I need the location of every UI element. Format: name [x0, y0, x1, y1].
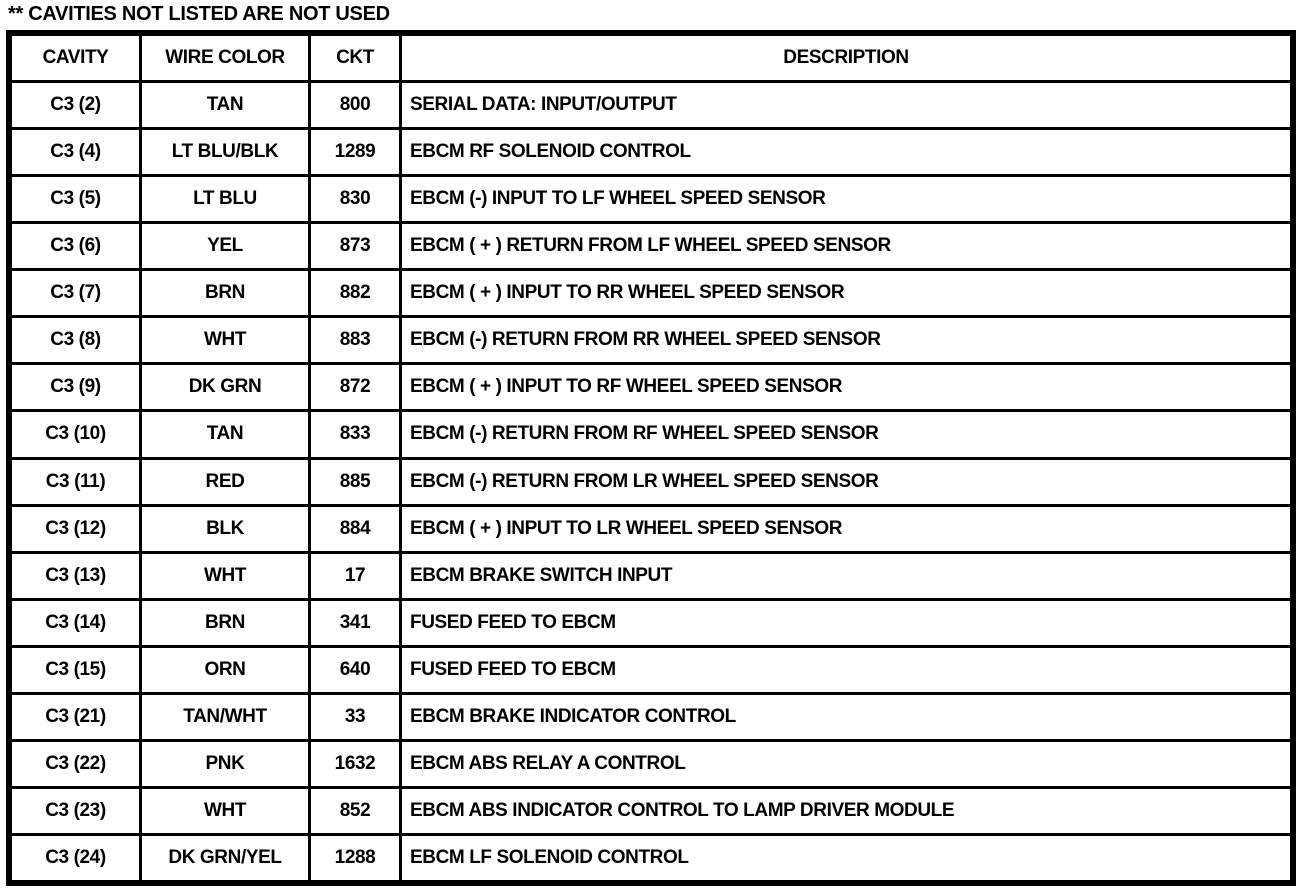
cell-wire-color: PNK: [142, 742, 308, 786]
cell-ckt: 873: [311, 224, 399, 268]
cell-description: EBCM RF SOLENOID CONTROL: [402, 130, 1290, 174]
cell-cavity: C3 (8): [12, 318, 139, 362]
cell-cavity: C3 (2): [12, 83, 139, 127]
cell-cavity: C3 (9): [12, 365, 139, 409]
cell-wire-color: TAN/WHT: [142, 695, 308, 739]
cell-ckt: 872: [311, 365, 399, 409]
cell-wire-color: WHT: [142, 789, 308, 833]
cell-wire-color: BLK: [142, 507, 308, 551]
header-wire-color: WIRE COLOR: [142, 36, 308, 80]
cell-description: EBCM LF SOLENOID CONTROL: [402, 836, 1290, 880]
cell-description: FUSED FEED TO EBCM: [402, 601, 1290, 645]
cell-wire-color: BRN: [142, 601, 308, 645]
cell-ckt: 17: [311, 554, 399, 598]
cell-cavity: C3 (5): [12, 177, 139, 221]
cell-description: EBCM ( + ) INPUT TO LR WHEEL SPEED SENSOR: [402, 507, 1290, 551]
cell-wire-color: BRN: [142, 271, 308, 315]
cell-wire-color: DK GRN: [142, 365, 308, 409]
cell-ckt: 1289: [311, 130, 399, 174]
cell-description: EBCM BRAKE SWITCH INPUT: [402, 554, 1290, 598]
cell-wire-color: DK GRN/YEL: [142, 836, 308, 880]
cell-ckt: 833: [311, 412, 399, 456]
cell-cavity: C3 (11): [12, 460, 139, 504]
cell-wire-color: LT BLU/BLK: [142, 130, 308, 174]
cell-cavity: C3 (22): [12, 742, 139, 786]
header-ckt: CKT: [311, 36, 399, 80]
cell-wire-color: TAN: [142, 412, 308, 456]
cell-description: EBCM (-) RETURN FROM RR WHEEL SPEED SENSOR: [402, 318, 1290, 362]
cell-cavity: C3 (14): [12, 601, 139, 645]
cell-wire-color: WHT: [142, 318, 308, 362]
cell-description: EBCM (-) RETURN FROM RF WHEEL SPEED SENSOR: [402, 412, 1290, 456]
cell-wire-color: RED: [142, 460, 308, 504]
cell-wire-color: LT BLU: [142, 177, 308, 221]
cell-cavity: C3 (4): [12, 130, 139, 174]
cell-wire-color: ORN: [142, 648, 308, 692]
cell-description: EBCM ( + ) RETURN FROM LF WHEEL SPEED SENSOR: [402, 224, 1290, 268]
cell-cavity: C3 (15): [12, 648, 139, 692]
cell-ckt: 830: [311, 177, 399, 221]
cell-cavity: C3 (23): [12, 789, 139, 833]
cell-cavity: C3 (7): [12, 271, 139, 315]
cell-wire-color: YEL: [142, 224, 308, 268]
cell-description: EBCM (-) RETURN FROM LR WHEEL SPEED SENSOR: [402, 460, 1290, 504]
cell-cavity: C3 (13): [12, 554, 139, 598]
cell-description: EBCM (-) INPUT TO LF WHEEL SPEED SENSOR: [402, 177, 1290, 221]
cell-cavity: C3 (10): [12, 412, 139, 456]
cell-ckt: 883: [311, 318, 399, 362]
connector-pinout-table: [6, 30, 1296, 886]
cell-ckt: 1288: [311, 836, 399, 880]
cell-description: EBCM ( + ) INPUT TO RR WHEEL SPEED SENSOR: [402, 271, 1290, 315]
cell-cavity: C3 (24): [12, 836, 139, 880]
cell-description: EBCM ABS INDICATOR CONTROL TO LAMP DRIVER MODULE: [402, 789, 1290, 833]
cell-cavity: C3 (12): [12, 507, 139, 551]
cavities-note: ** CAVITIES NOT LISTED ARE NOT USED: [8, 3, 390, 25]
cell-description: EBCM ABS RELAY A CONTROL: [402, 742, 1290, 786]
cell-wire-color: TAN: [142, 83, 308, 127]
header-description: DESCRIPTION: [402, 36, 1290, 80]
cell-ckt: 884: [311, 507, 399, 551]
cell-ckt: 852: [311, 789, 399, 833]
cell-ckt: 640: [311, 648, 399, 692]
cell-description: FUSED FEED TO EBCM: [402, 648, 1290, 692]
cell-description: EBCM ( + ) INPUT TO RF WHEEL SPEED SENSOR: [402, 365, 1290, 409]
cell-description: EBCM BRAKE INDICATOR CONTROL: [402, 695, 1290, 739]
cell-cavity: C3 (6): [12, 224, 139, 268]
cell-description: SERIAL DATA: INPUT/OUTPUT: [402, 83, 1290, 127]
cell-ckt: 885: [311, 460, 399, 504]
cell-cavity: C3 (21): [12, 695, 139, 739]
cell-ckt: 341: [311, 601, 399, 645]
cell-ckt: 800: [311, 83, 399, 127]
cell-ckt: 1632: [311, 742, 399, 786]
cell-ckt: 33: [311, 695, 399, 739]
cell-ckt: 882: [311, 271, 399, 315]
header-cavity: CAVITY: [12, 36, 139, 80]
cell-wire-color: WHT: [142, 554, 308, 598]
